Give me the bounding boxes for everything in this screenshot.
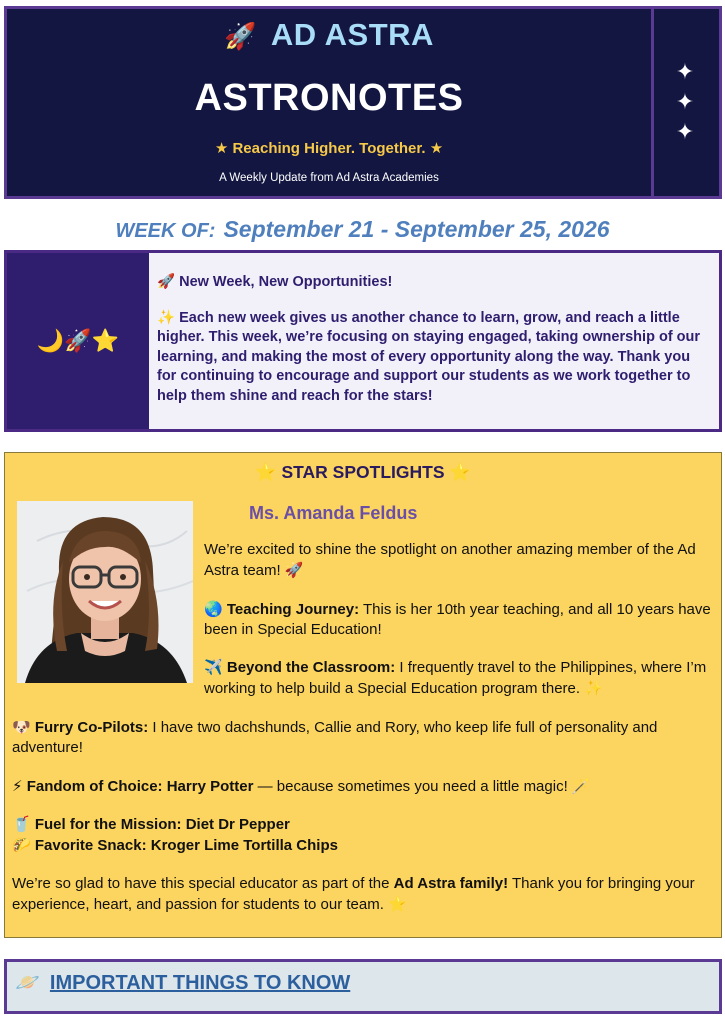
brand-name: AD ASTRA [270, 17, 434, 52]
snack-label: Favorite Snack: Kroger Lime Tortilla Chips [34, 837, 338, 854]
sparkles-icon: ✨ [157, 309, 176, 326]
teacher-portrait-image [17, 501, 193, 683]
spotlight-name: Ms. Amanda Feldus [249, 503, 418, 523]
moon-rocket-star-icon: 🌙🚀⭐ [7, 253, 149, 429]
planet-icon: 🪐 [15, 970, 40, 994]
fandom-text: — because sometimes you need a little magic! [257, 778, 568, 795]
week-dates: September 21 - September 25, 2026 [223, 216, 610, 242]
closing-text-a: We’re so glad to have this special educator as part of the [12, 875, 390, 892]
important-label: IMPORTANT THINGS TO KNOW [49, 972, 351, 994]
star-icon: ⭐ [388, 895, 407, 913]
star-spotlight-section [4, 452, 722, 938]
newsletter-title: ASTRONOTES [194, 77, 464, 119]
week-label: WEEK OF: [115, 220, 216, 242]
fandom-label: Fandom of Choice: Harry Potter [26, 778, 254, 795]
furry-co-pilots-text: I have two dachshunds, Callie and Rory, who keep life full of personality and adventure! [12, 719, 658, 756]
globe-icon: 🌏 [204, 600, 223, 618]
taco-icon: 🌮 [12, 836, 31, 854]
teacher-photo [17, 501, 193, 683]
teaching-journey-text: This is her 10th year teaching, and all 10 years have been in Special Education! [204, 601, 711, 638]
teaching-journey-label: Teaching Journey: [226, 601, 360, 618]
beyond-classroom-text: I frequently travel to the Philippines, where I’m working to help build a Special Education program there. [204, 659, 707, 697]
tagline-text: Reaching Higher. Together. [232, 140, 426, 157]
magic-wand-icon: 🪄 [571, 777, 591, 795]
rocket-icon: 🚀 [224, 22, 257, 52]
sparkles-icon: ✨ [584, 679, 603, 697]
week-of [0, 216, 725, 243]
brand-line [7, 17, 651, 53]
intro-box [4, 250, 722, 432]
fuel-for-mission [12, 814, 717, 835]
spotlight-title [5, 462, 721, 483]
newsletter-header [4, 6, 722, 199]
beyond-classroom [204, 657, 719, 699]
spotlight-intro [204, 540, 709, 581]
intro-body-text: Each new week gives us another chance to learn, grow, and reach a little higher. This week, we’re focusing on staying engaged, taking ownership of our learning, and making the most of every opportunity along the way. Thank you for continuing to encourage and support our students as we work together to help them shine and reach for the stars! [157, 309, 701, 404]
important-heading [15, 970, 350, 995]
airplane-icon: ✈️ [204, 658, 223, 676]
spotlight-intro-text: We’re excited to shine the spotlight on another amazing member of the Ad Astra team! [204, 541, 696, 579]
intro-text [157, 273, 712, 422]
rocket-icon: 🚀 [284, 561, 304, 579]
teaching-journey [204, 599, 719, 640]
rocket-icon: 🚀 [157, 274, 176, 290]
star-icon: ★ [214, 139, 229, 157]
side-stars [651, 9, 719, 196]
beyond-classroom-label: Beyond the Classroom: [226, 659, 396, 676]
drink-icon: 🥤 [12, 815, 31, 833]
sparkle-icon: ✦ [675, 59, 695, 85]
header-main [7, 9, 651, 196]
fuel-label: Fuel for the Mission: Diet Dr Pepper [34, 816, 290, 833]
intro-heading [157, 273, 712, 293]
tagline [7, 139, 651, 157]
subline: A Weekly Update from Ad Astra Academies [219, 172, 439, 184]
favorite-snack [12, 835, 717, 856]
spotlight-closing [12, 874, 717, 915]
spotlight-title-text: STAR SPOTLIGHTS [281, 462, 445, 482]
intro-body [157, 309, 712, 407]
furry-co-pilots [12, 717, 717, 758]
important-section-header [4, 959, 722, 1014]
dog-icon: 🐶 [12, 718, 31, 736]
lightning-icon: ⚡ [12, 777, 23, 795]
furry-co-pilots-label: Furry Co-Pilots: [34, 719, 149, 736]
closing-text-b: Thank you for bringing your experience, heart, and passion for students to our team. [12, 875, 695, 913]
sparkle-icon: ✦ [675, 119, 695, 145]
intro-heading-text: New Week, New Opportunities! [179, 274, 393, 290]
star-icon: ⭐ [449, 463, 472, 483]
star-icon: ★ [429, 139, 444, 157]
closing-family: Ad Astra family! [393, 875, 509, 892]
star-icon: ⭐ [254, 463, 277, 483]
sparkle-icon: ✦ [675, 89, 695, 115]
fandom-of-choice [12, 776, 717, 797]
